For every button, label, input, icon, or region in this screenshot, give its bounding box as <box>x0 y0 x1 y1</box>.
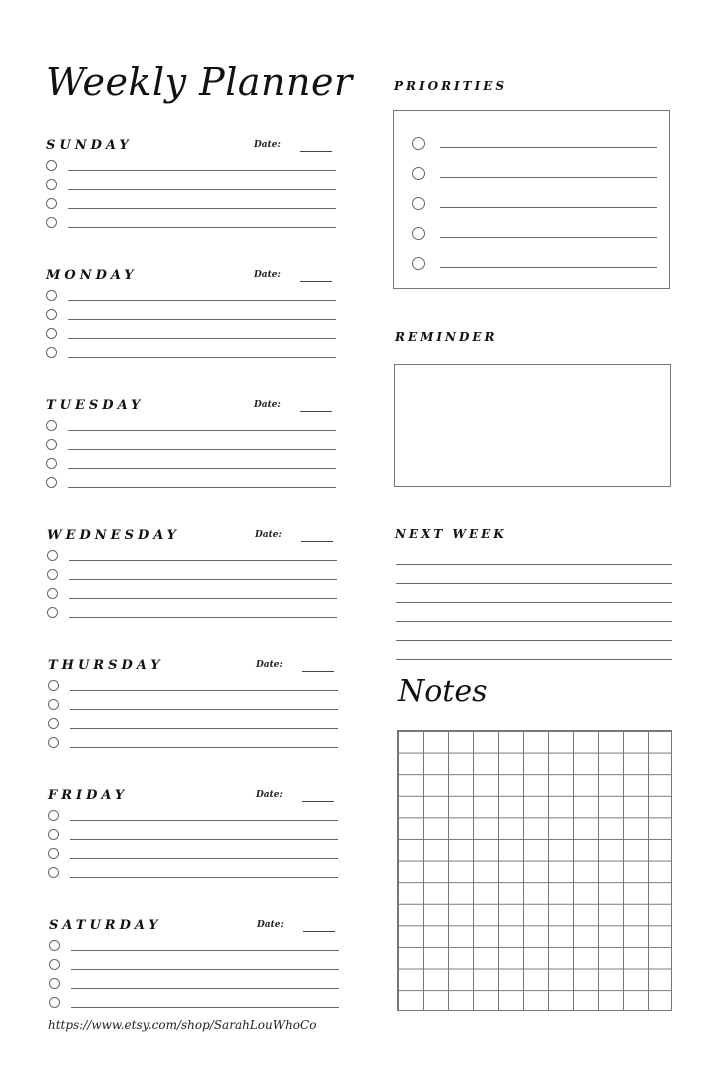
checkbox-circle-icon[interactable] <box>48 810 59 821</box>
task-row[interactable] <box>46 437 336 456</box>
task-line[interactable] <box>68 300 336 301</box>
task-line[interactable] <box>68 319 336 320</box>
task-line[interactable] <box>68 227 336 228</box>
date-label: Date: <box>254 400 281 410</box>
checkbox-circle-icon[interactable] <box>48 867 59 878</box>
day-label: WEDNESDAY <box>47 528 180 543</box>
task-line[interactable] <box>68 449 336 450</box>
priority-item[interactable] <box>412 227 657 247</box>
priorities-title: PRIORITIES <box>394 79 508 93</box>
day-label: TUESDAY <box>46 398 145 413</box>
footer-url: https://www.etsy.com/shop/SarahLouWhoCo <box>48 1018 317 1032</box>
task-line[interactable] <box>70 858 338 859</box>
next-week-line[interactable] <box>396 602 672 603</box>
task-row[interactable] <box>48 716 338 735</box>
notes-grid[interactable] <box>397 730 672 1011</box>
checkbox-circle-icon[interactable] <box>49 997 60 1008</box>
date-label: Date: <box>256 660 283 670</box>
task-row[interactable] <box>47 567 337 586</box>
next-week-line[interactable] <box>396 640 672 641</box>
task-row[interactable] <box>49 938 339 957</box>
next-week-line[interactable] <box>396 621 672 622</box>
task-row[interactable] <box>46 456 336 475</box>
priority-line[interactable] <box>440 177 657 178</box>
day-label: MONDAY <box>46 268 138 283</box>
day-label: FRIDAY <box>48 788 129 803</box>
date-field[interactable] <box>301 541 333 542</box>
task-row[interactable] <box>48 808 338 827</box>
checkbox-circle-icon[interactable] <box>412 227 425 240</box>
checkbox-circle-icon[interactable] <box>49 940 60 951</box>
priority-line[interactable] <box>440 207 657 208</box>
task-row[interactable] <box>49 976 339 995</box>
day-section-thursday <box>48 658 338 754</box>
checkbox-circle-icon[interactable] <box>49 959 60 970</box>
priority-item[interactable] <box>412 197 657 217</box>
page-title: Weekly Planner <box>46 60 353 104</box>
task-row[interactable] <box>46 418 336 437</box>
task-line[interactable] <box>70 877 338 878</box>
task-line[interactable] <box>68 430 336 431</box>
date-label: Date: <box>257 920 284 930</box>
next-week-title: NEXT WEEK <box>395 527 507 541</box>
task-row[interactable] <box>46 307 336 326</box>
day-section-monday <box>46 268 336 364</box>
date-label: Date: <box>254 270 281 280</box>
task-row[interactable] <box>46 288 336 307</box>
checkbox-circle-icon[interactable] <box>46 477 57 488</box>
task-line[interactable] <box>70 820 338 821</box>
task-row[interactable] <box>48 697 338 716</box>
task-line[interactable] <box>70 709 338 710</box>
checkbox-circle-icon[interactable] <box>412 167 425 180</box>
checkbox-circle-icon[interactable] <box>46 179 57 190</box>
day-label: SATURDAY <box>49 918 162 933</box>
task-line[interactable] <box>68 170 336 171</box>
task-row[interactable] <box>46 215 336 234</box>
task-line[interactable] <box>69 560 337 561</box>
task-row[interactable] <box>46 345 336 364</box>
notes-title: Notes <box>398 674 488 709</box>
task-row[interactable] <box>47 605 337 624</box>
task-line[interactable] <box>69 598 337 599</box>
task-line[interactable] <box>71 1007 339 1008</box>
priority-line[interactable] <box>440 147 657 148</box>
checkbox-circle-icon[interactable] <box>46 347 57 358</box>
task-row[interactable] <box>49 957 339 976</box>
checkbox-circle-icon[interactable] <box>48 737 59 748</box>
checkbox-circle-icon[interactable] <box>48 680 59 691</box>
priority-line[interactable] <box>440 267 657 268</box>
task-line[interactable] <box>68 487 336 488</box>
task-row[interactable] <box>48 865 338 884</box>
task-line[interactable] <box>71 969 339 970</box>
priority-line[interactable] <box>440 237 657 238</box>
checkbox-circle-icon[interactable] <box>47 607 58 618</box>
checkbox-circle-icon[interactable] <box>48 718 59 729</box>
priority-item[interactable] <box>412 167 657 187</box>
task-row[interactable] <box>47 586 337 605</box>
day-section-tuesday <box>46 398 336 494</box>
task-line[interactable] <box>68 357 336 358</box>
task-line[interactable] <box>70 839 338 840</box>
day-label: THURSDAY <box>48 658 164 673</box>
checkbox-circle-icon[interactable] <box>47 569 58 580</box>
date-field[interactable] <box>302 801 334 802</box>
task-row[interactable] <box>46 475 336 494</box>
date-label: Date: <box>255 530 282 540</box>
reminder-box[interactable] <box>394 364 671 487</box>
priorities-box <box>393 110 670 289</box>
next-week-line[interactable] <box>396 564 672 565</box>
date-field[interactable] <box>300 411 332 412</box>
day-section-friday <box>48 788 338 884</box>
priority-item[interactable] <box>412 137 657 157</box>
date-field[interactable] <box>302 671 334 672</box>
checkbox-circle-icon[interactable] <box>49 978 60 989</box>
day-section-sunday <box>46 138 336 234</box>
checkbox-circle-icon[interactable] <box>47 588 58 599</box>
checkbox-circle-icon[interactable] <box>46 198 57 209</box>
task-line[interactable] <box>68 468 336 469</box>
task-line[interactable] <box>68 189 336 190</box>
date-label: Date: <box>254 140 281 150</box>
task-row[interactable] <box>46 326 336 345</box>
task-row[interactable] <box>48 846 338 865</box>
task-row[interactable] <box>49 995 339 1014</box>
task-line[interactable] <box>71 988 339 989</box>
task-line[interactable] <box>69 579 337 580</box>
day-label: SUNDAY <box>46 138 133 153</box>
checkbox-circle-icon[interactable] <box>48 829 59 840</box>
day-section-wednesday <box>47 528 337 624</box>
task-row[interactable] <box>48 735 338 754</box>
checkbox-circle-icon[interactable] <box>46 458 57 469</box>
task-line[interactable] <box>71 950 339 951</box>
checkbox-circle-icon[interactable] <box>47 550 58 561</box>
checkbox-circle-icon[interactable] <box>46 217 57 228</box>
next-week-line[interactable] <box>396 583 672 584</box>
task-line[interactable] <box>70 747 338 748</box>
checkbox-circle-icon[interactable] <box>46 328 57 339</box>
checkbox-circle-icon[interactable] <box>46 290 57 301</box>
next-week-line[interactable] <box>396 659 672 660</box>
checkbox-circle-icon[interactable] <box>46 160 57 171</box>
task-row[interactable] <box>46 196 336 215</box>
task-row[interactable] <box>46 158 336 177</box>
checkbox-circle-icon[interactable] <box>46 309 57 320</box>
checkbox-circle-icon[interactable] <box>48 699 59 710</box>
task-line[interactable] <box>70 728 338 729</box>
date-field[interactable] <box>300 281 332 282</box>
checkbox-circle-icon[interactable] <box>46 420 57 431</box>
date-field[interactable] <box>300 151 332 152</box>
checkbox-circle-icon[interactable] <box>412 137 425 150</box>
task-row[interactable] <box>46 177 336 196</box>
task-row[interactable] <box>47 548 337 567</box>
day-section-saturday <box>49 918 339 1014</box>
reminder-title: REMINDER <box>395 330 498 344</box>
task-line[interactable] <box>68 208 336 209</box>
date-field[interactable] <box>303 931 335 932</box>
task-line[interactable] <box>69 617 337 618</box>
task-line[interactable] <box>70 690 338 691</box>
priority-item[interactable] <box>412 257 657 277</box>
task-row[interactable] <box>48 678 338 697</box>
checkbox-circle-icon[interactable] <box>46 439 57 450</box>
checkbox-circle-icon[interactable] <box>412 197 425 210</box>
date-label: Date: <box>256 790 283 800</box>
checkbox-circle-icon[interactable] <box>48 848 59 859</box>
task-line[interactable] <box>68 338 336 339</box>
task-row[interactable] <box>48 827 338 846</box>
checkbox-circle-icon[interactable] <box>412 257 425 270</box>
